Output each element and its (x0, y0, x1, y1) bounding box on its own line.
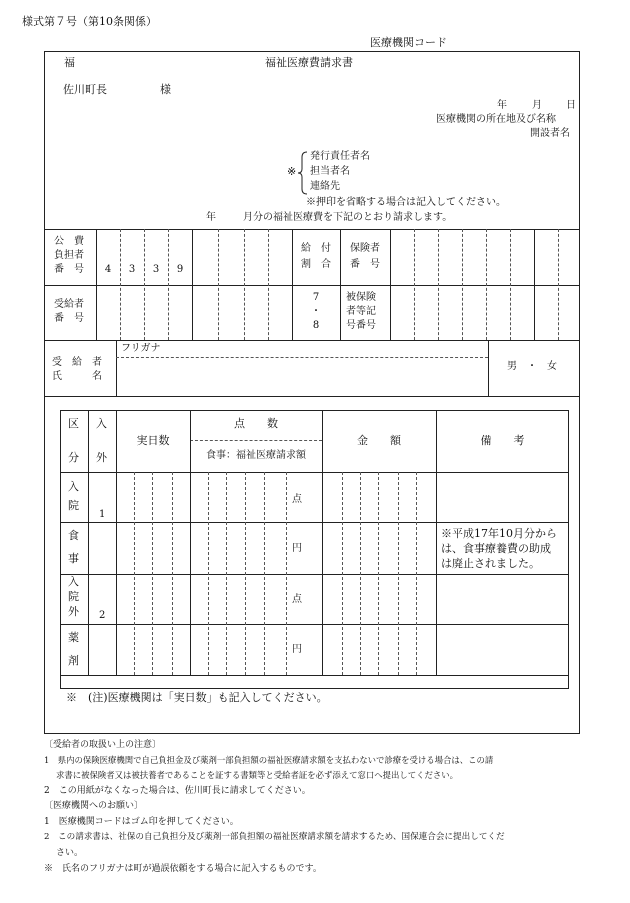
institution-location-label: 医療機関の所在地及び名称 (436, 114, 556, 125)
row-label: 食 (68, 529, 79, 542)
unit-points: 点 (292, 494, 302, 505)
row-label: 剤 (68, 654, 79, 667)
row-label: 院 (68, 499, 79, 512)
recipient-note-1b: 求書に被保険者又は被扶養者であることを証する書類等と受給者証を必ず添えて窓口へ提出してください。 (56, 770, 458, 780)
unit-yen: 円 (292, 644, 302, 655)
contact-label: 連絡先 (310, 181, 340, 192)
remarks-header: 備 考 (480, 434, 525, 447)
meal-remark-3: は廃止されました。 (441, 557, 540, 570)
form-number: 様式第７号（第10条関係） (22, 15, 157, 28)
meal-remark-1: ※平成17年10月分から (441, 527, 557, 540)
claim-year: 年 (206, 212, 216, 223)
payer-label-3: 番 号 (54, 264, 84, 275)
payer-label-2: 負担者 (54, 250, 84, 261)
meal-remark-2: は、食事療養費の助成 (441, 542, 551, 555)
payer-label-1: 公 費 (54, 236, 84, 247)
seal-note: ※押印を省略する場合は記入してください。 (306, 197, 506, 208)
recipient-number-label-2: 番 号 (54, 313, 84, 324)
row-number: 1 (99, 509, 106, 520)
institution-code-field[interactable] (458, 36, 578, 50)
recipient-name-field[interactable] (118, 358, 486, 395)
insured-label-3: 号番号 (346, 320, 376, 331)
row-number: 2 (99, 610, 106, 621)
claim-statement: 月分の福祉医療費を下記のとおり請求します。 (243, 212, 453, 223)
row-label: 入 (68, 575, 79, 588)
contact-mark: ※ (287, 165, 297, 178)
date-day: 日 (566, 100, 576, 111)
institution-note-2a: 2 この請求書は、社保の自己負担分及び薬剤一部負担額の福祉医療請求額を請求するため、国保連合会に提出してくだ (44, 832, 505, 842)
insurer-label-2: 番 号 (350, 259, 380, 270)
insured-label-1: 被保険 (346, 292, 376, 303)
recipient-note-1a: 1 県内の保険医療機関で自己負担金及び薬剤一部負担額の福祉医療請求額を支払わないで診療を受ける場合は、この請 (44, 755, 494, 765)
form-title: 福祉医療費請求書 (265, 56, 353, 69)
kubun-label-1: 区 (68, 417, 79, 430)
row-label: 事 (68, 552, 79, 565)
date-month: 月 (532, 100, 542, 111)
date-year: 年 (497, 100, 507, 111)
nyuu-label-2: 外 (96, 451, 107, 464)
days-header: 実日数 (136, 434, 170, 447)
days-footnote: ※ (注)医療機関は「実日数」も記入してください。 (66, 691, 328, 704)
nyuu-label-1: 入 (96, 417, 107, 430)
furigana-label: フリガナ (121, 343, 161, 354)
payer-digit: 3 (152, 264, 160, 275)
insured-number-field[interactable] (390, 286, 579, 339)
institution-note-2b: さい。 (56, 848, 84, 858)
insurer-label-1: 保険者 (350, 243, 380, 254)
addressee: 佐川町長 (63, 83, 107, 96)
ratio-value-1: 7 (312, 292, 320, 303)
institution-code-label: 医療機関コード (370, 36, 447, 49)
payer-digit: 3 (128, 264, 136, 275)
fuku-mark: 福 (64, 56, 75, 69)
recipient-number-field[interactable] (96, 286, 292, 339)
ratio-label-1: 給 付 (301, 243, 331, 254)
institution-notes-heading: 〔医療機関へのお願い〕 (44, 801, 144, 811)
unit-yen: 円 (292, 543, 302, 554)
payer-digit: 9 (176, 264, 184, 275)
recipient-number-label-1: 受給者 (54, 299, 84, 310)
name-label-1: 受 給 者 (52, 357, 102, 368)
name-label-2: 氏 名 (52, 371, 102, 382)
row-label: 入 (68, 480, 79, 493)
institution-note-1: 1 医療機関コードはゴム印を押してください。 (44, 817, 239, 827)
gender-selector[interactable]: 男 ・ 女 (507, 361, 557, 372)
ratio-label-2: 割 合 (301, 259, 331, 270)
row-label: 薬 (68, 631, 79, 644)
recipient-notes-heading: 〔受給者の取扱い上の注意〕 (44, 740, 162, 750)
amount-header: 金 額 (357, 434, 401, 447)
founder-label: 開設者名 (530, 128, 570, 139)
row-label: 院 (68, 590, 79, 603)
points-subheader: 食事：福祉医療請求額 (206, 450, 306, 461)
recipient-note-2: 2 この用紙がなくなった場合は、佐川町長に請求してください。 (44, 786, 311, 796)
ratio-value-2: ・ (311, 306, 321, 317)
ratio-value-3: 8 (312, 320, 320, 331)
person-label: 担当者名 (310, 166, 350, 177)
insurer-number-field[interactable] (390, 230, 579, 284)
payer-digit: 4 (104, 264, 112, 275)
unit-points: 点 (292, 594, 302, 605)
responsible-label: 発行責任者名 (310, 151, 370, 162)
points-header: 点 数 (234, 417, 278, 430)
insured-label-2: 者等記 (346, 306, 376, 317)
furigana-note: ※ 氏名のフリガナは町が過誤依頼をする場合に記入するものです。 (44, 864, 322, 874)
addressee-honorific: 様 (160, 83, 171, 96)
row-label: 外 (68, 605, 79, 618)
contact-brace-icon (298, 151, 308, 195)
kubun-label-2: 分 (68, 451, 79, 464)
